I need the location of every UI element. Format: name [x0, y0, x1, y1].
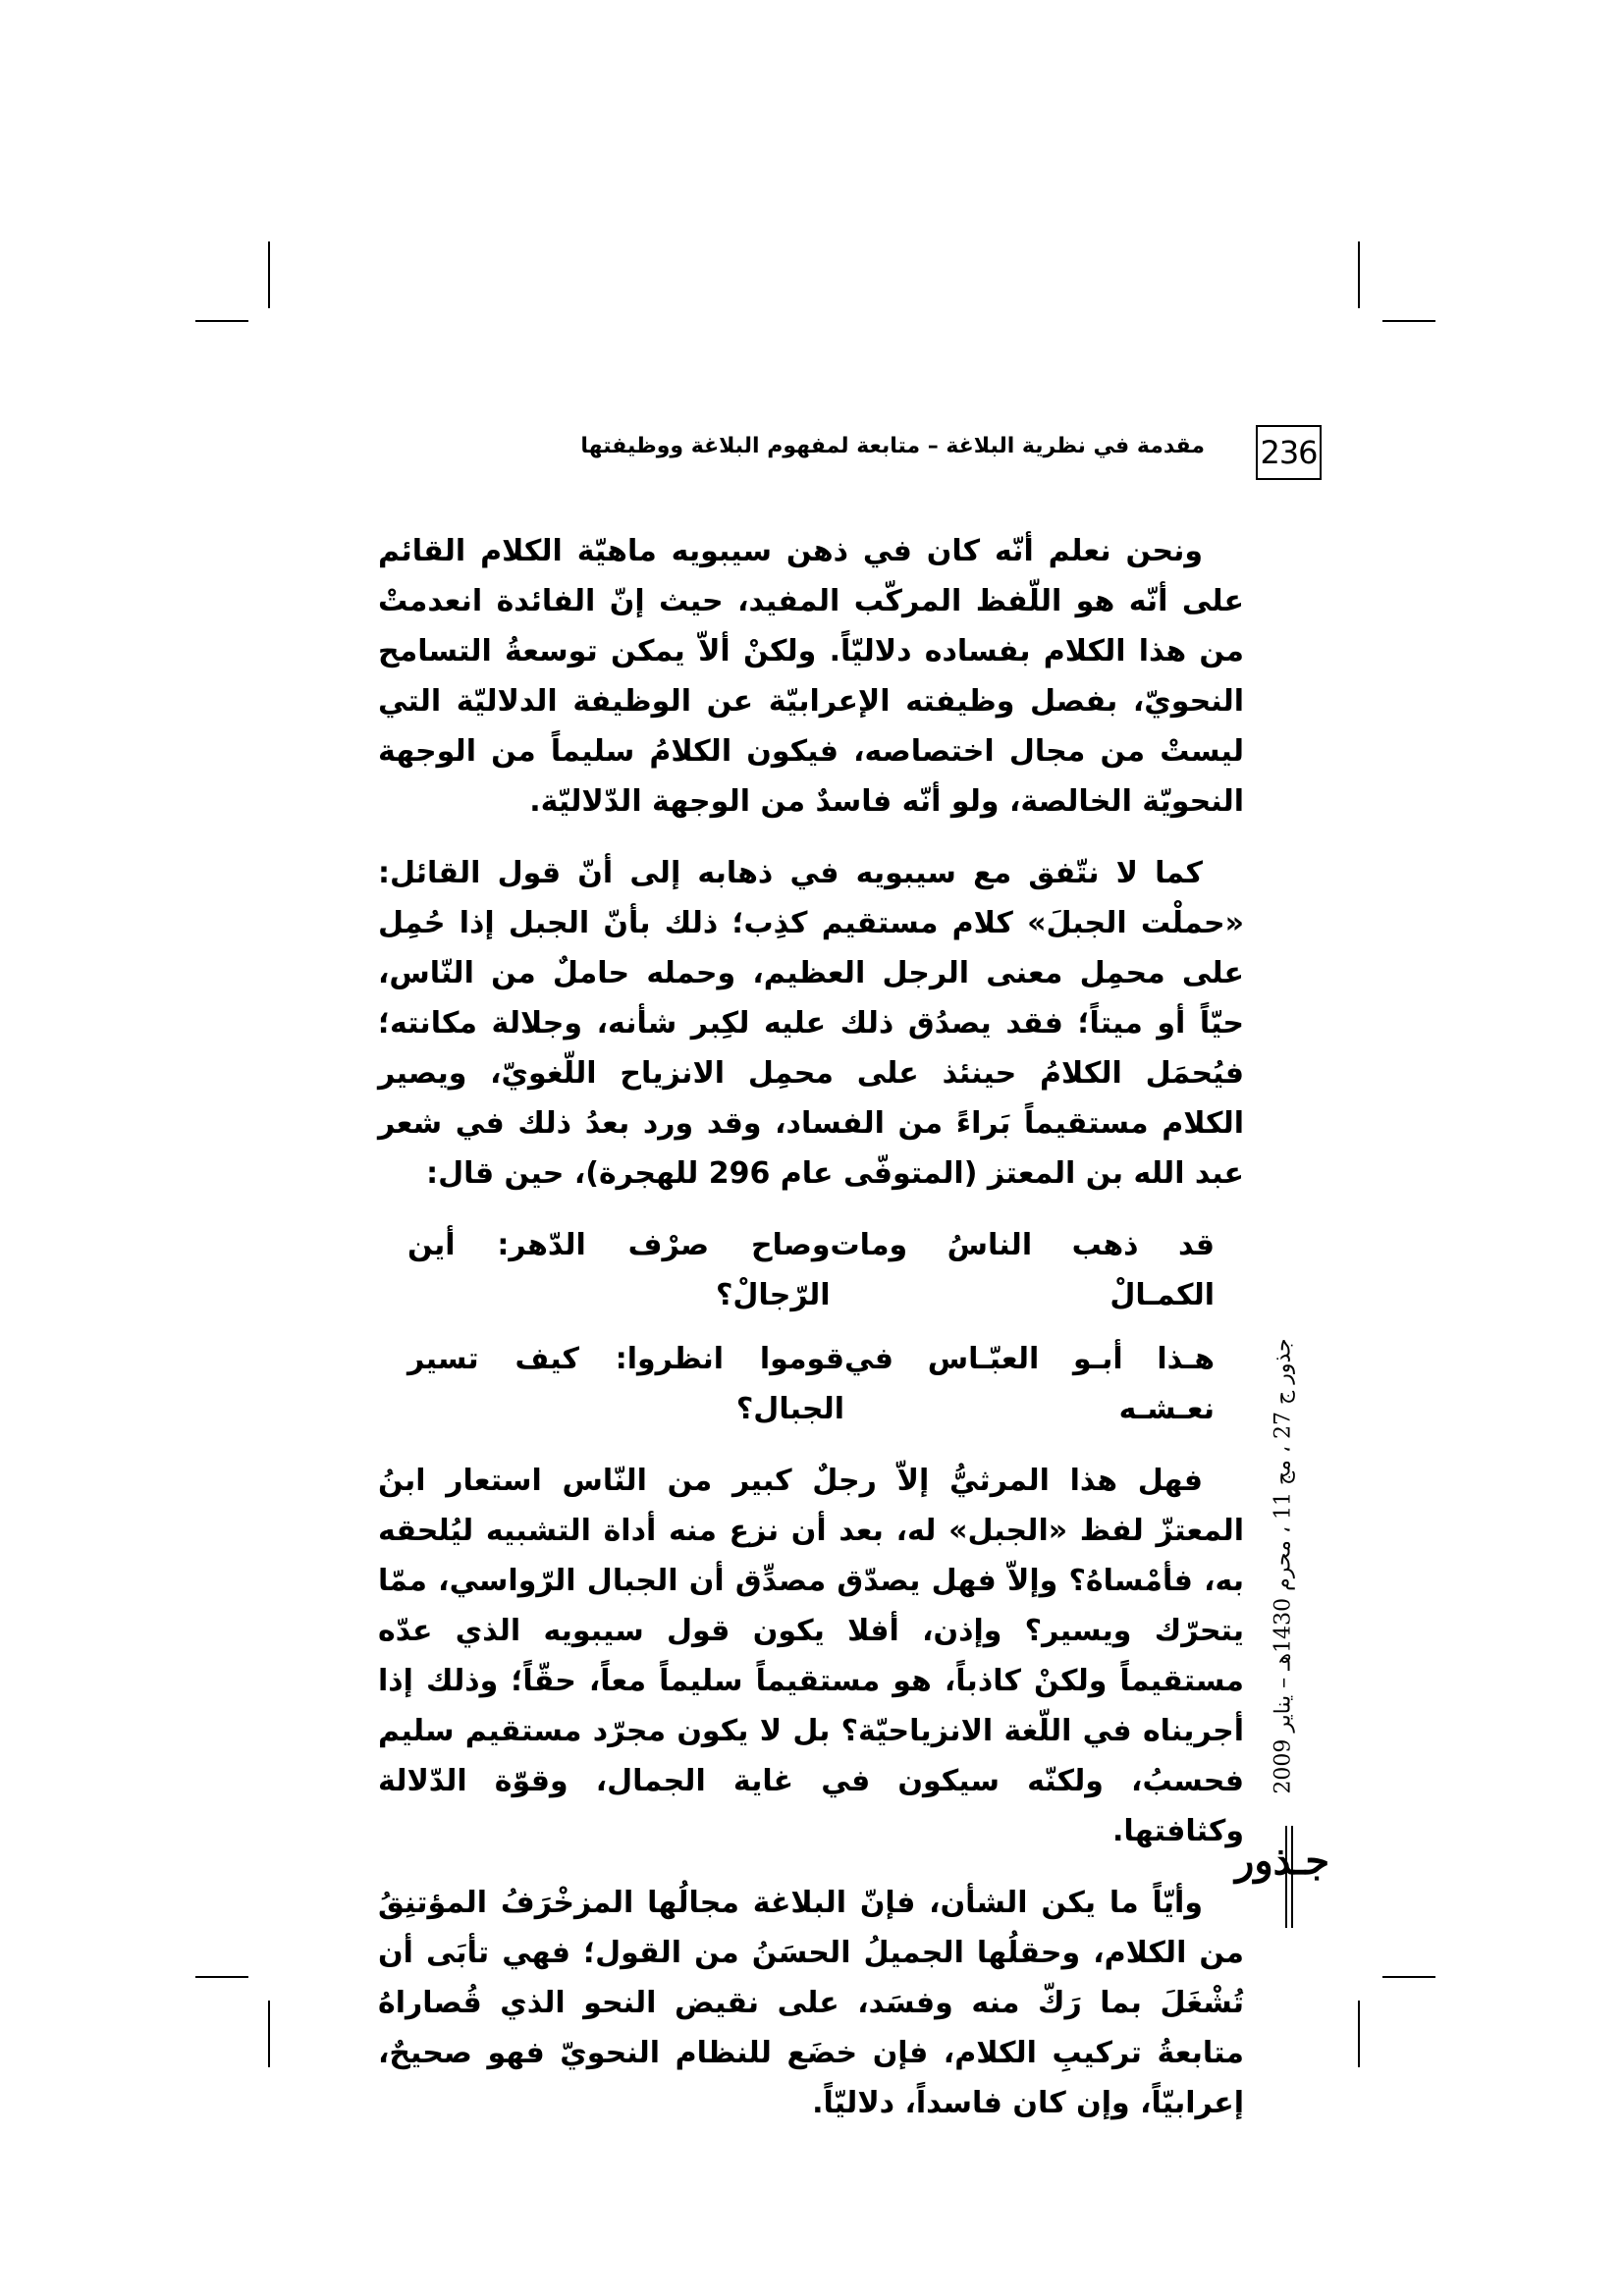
crop-mark-bottom-right-vertical [1358, 2001, 1360, 2067]
running-title: مقدمة في نظرية البلاغة – متابعة لمفهوم البلاغة ووظيفتها [580, 434, 1205, 458]
page-number: 236 [1256, 425, 1322, 480]
poem-verse [378, 1220, 1244, 1320]
poem-second-hemistich: وصاح صرْف الدّهر: أين الرّجالْ؟ [407, 1228, 831, 1312]
paragraph: وأيّاً ما يكن الشأن، فإنّ البلاغة مجالُها المزخْرَفُ المؤتنِقُ من الكلام، وحقلُها الجميلُ الحسَنُ من القول؛ فهي تأبَى أن تُشْغَلَ بما رَكّ منه وفسَد، على نقيض النحو الذي قُصاراهُ متابعةُ تركيبِ الكلام، فإن خضَع للنظام النحويّ فهو صحيحٌ، إعرابيّاً، وإن كان فاسداً، دلاليّاً. [378, 1886, 1244, 2120]
crop-mark-bottom-left-horizontal [195, 1976, 248, 1978]
paragraph: كما لا نتّفق مع سيبويه في ذهابه إلى أنّ قول القائل: «حملْت الجبلَ» كلام مستقيم كذِب؛ ذلك بأنّ الجبل إذا حُمِل على محمِل معنى الرجل العظيم، وحمله حاملٌ من النّاس، حيّاً أو ميتاً؛ فقد يصدُق ذلك عليه لكِبر شأنه، وجلالة مكانته؛ فيُحمَل الكلامُ حينئذ على محمِل الانزياح اللّغويّ، ويصير الكلام مستقيماً بَراءً من الفساد، وقد ورد بعدُ ذلك في شعر عبد الله بن المعتز (المتوفّى عام 296 للهجرة)، حين قال: [378, 856, 1244, 1191]
poem-first-hemistich: قد ذهب الناسُ ومات الكمـالْ [830, 1228, 1215, 1312]
poem-verse [378, 1334, 1244, 1434]
crop-mark-top-left-horizontal [195, 320, 248, 322]
poem [378, 1220, 1244, 1434]
paragraph: ونحن نعلم أنّه كان في ذهن سيبويه ماهيّة الكلام القائم على أنّه هو اللّفظ المركّب المفيد، حيث إنّ الفائدة انعدمتْ من هذا الكلام بفساده دلاليّاً. ولكنْ ألاّ يمكن توسعةُ التسامح النحويّ، بفصل وظيفته الإعرابيّة عن الوظيفة الدلاليّة التي ليستْ من مجال اختصاصه، فيكون الكلامُ سليماً من الوجهة النحويّة الخالصة، ولو أنّه فاسدٌ من الوجهة الدّلاليّة. [378, 534, 1244, 819]
journal-logo: جـذور [1235, 1838, 1330, 1884]
crop-mark-top-right-horizontal [1382, 320, 1435, 322]
poem-first-hemistich: هـذا أبـو العبّـاس في نعـشـه [844, 1342, 1215, 1426]
crop-mark-top-left-vertical [268, 241, 270, 308]
article-body [378, 526, 1244, 2128]
journal-issue-text: جذور ج 27 ، مج 11 ، محرم 1430هـ – يناير 2009 [1271, 1337, 1296, 1794]
journal-issue-info [1239, 1330, 1327, 1801]
crop-mark-bottom-left-vertical [268, 2001, 270, 2067]
crop-mark-bottom-right-horizontal [1382, 1976, 1435, 1978]
paragraph: فهل هذا المرثيُّ إلاّ رجلٌ كبير من النّاس استعار ابنُ المعتزّ لفظ «الجبل» له، بعد أن نزع منه أداة التشبيه ليُلحقه به، فأمْساهُ؟ وإلاّ فهل يصدّق مصدِّق أن الجبال الرّواسي، ممّا يتحرّك ويسير؟ وإذن، أفلا يكون قول سيبويه الذي عدّه مستقيماً ولكنْ كاذباً، هو مستقيماً سليماً معاً، حقّاً؛ وذلك إذا أجريناه في اللّغة الانزياحيّة؟ بل لا يكون مجرّد مستقيم سليم فحسبُ، ولكنّه سيكون في غاية الجمال، وقوّة الدّلالة وكثافتها. [378, 1464, 1244, 1848]
poem-second-hemistich: قوموا انظروا: كيف تسير الجبال؟ [407, 1342, 845, 1426]
crop-mark-top-right-vertical [1358, 241, 1360, 308]
